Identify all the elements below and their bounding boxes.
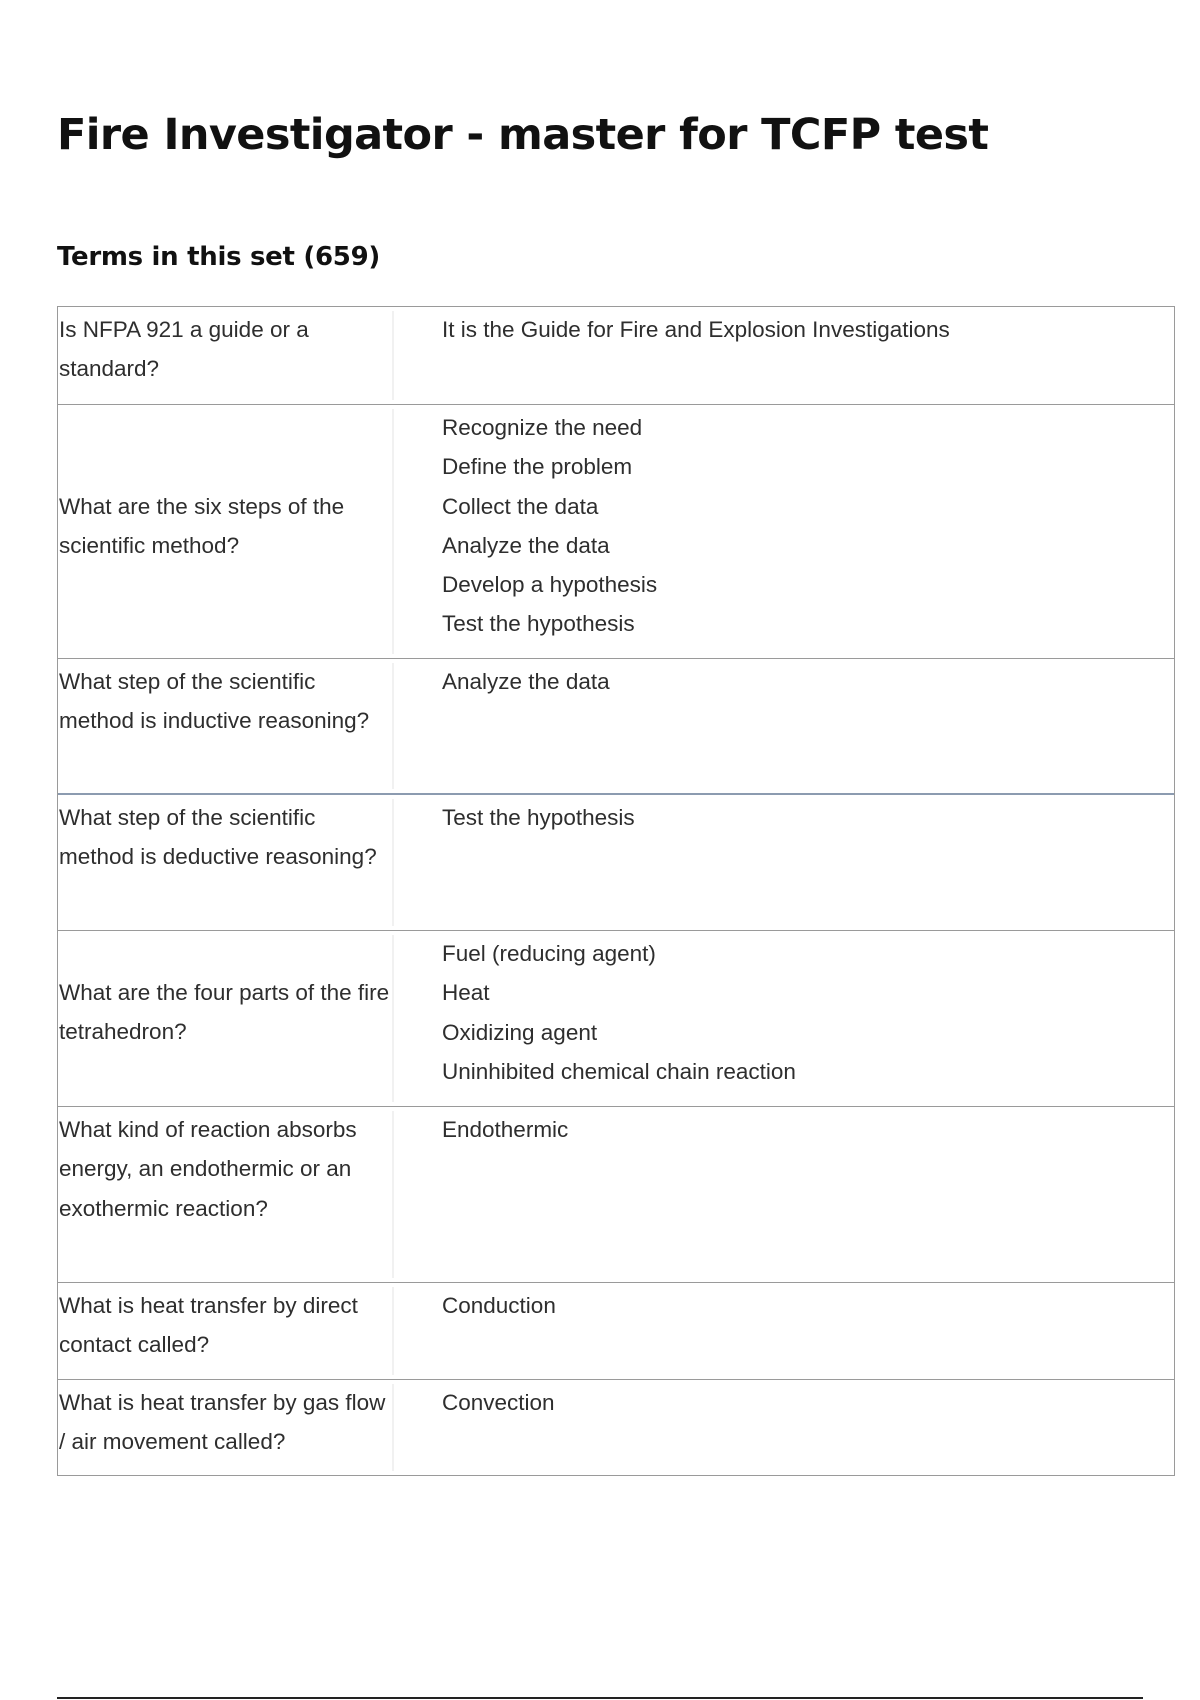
definition-cell (394, 795, 1174, 930)
table-row (58, 930, 1174, 1106)
definition-line: Fuel (reducing agent) (442, 941, 656, 966)
definition-line: Analyze the data (442, 532, 610, 558)
definition-line: It is the Guide for Fire and Explosion Investigations (442, 317, 950, 342)
page-bottom-rule (57, 1697, 1143, 1699)
definition-cell (394, 659, 1174, 793)
term-text: What step of the scientific method is deductive reasoning? (59, 805, 377, 870)
definition-line: Collect the data (442, 493, 599, 519)
table-row (58, 658, 1174, 793)
definition-cell (394, 405, 1174, 658)
definition-line: Recognize the need (442, 415, 643, 440)
definition-line: Conduction (442, 1293, 556, 1318)
definition-line: Endothermic (442, 1117, 569, 1142)
table-row (58, 1282, 1174, 1379)
definition-line: Test the hypothesis (442, 805, 635, 830)
term-text: What are the four parts of the fire tetrahedron? (59, 980, 390, 1045)
page-title: Fire Investigator - master for TCFP test (57, 110, 989, 160)
table-row (58, 1106, 1174, 1282)
table-row (58, 404, 1174, 658)
definition-line: Test the hypothesis (442, 611, 635, 637)
definition-line: Develop a hypothesis (442, 572, 658, 598)
definition-cell (394, 1107, 1174, 1282)
term-text: What are the six steps of the scientific method? (59, 494, 345, 559)
table-row (58, 307, 1174, 404)
definition-line: Uninhibited chemical chain reaction (442, 1058, 796, 1084)
table-row (58, 1379, 1174, 1475)
terms-count-heading: Terms in this set (659) (57, 242, 380, 272)
terms-table (57, 306, 1175, 1476)
table-row (58, 793, 1174, 930)
definition-line: Oxidizing agent (442, 1019, 598, 1045)
term-text: What is heat transfer by gas flow / air movement called? (59, 1390, 386, 1455)
term-text: What is heat transfer by direct contact called? (59, 1293, 358, 1358)
definition-line: Analyze the data (442, 669, 610, 694)
definition-line: Heat (442, 980, 490, 1006)
definition-cell (394, 1380, 1174, 1475)
definition-cell (394, 1283, 1174, 1379)
definition-line: Define the problem (442, 454, 633, 480)
term-text: What step of the scientific method is inductive reasoning? (59, 669, 370, 734)
term-text: What kind of reaction absorbs energy, an endothermic or an exothermic reaction? (59, 1117, 357, 1221)
term-text: Is NFPA 921 a guide or a standard? (59, 317, 309, 382)
definition-cell (394, 307, 1174, 404)
definition-cell (394, 931, 1174, 1106)
definition-line: Convection (442, 1390, 555, 1415)
